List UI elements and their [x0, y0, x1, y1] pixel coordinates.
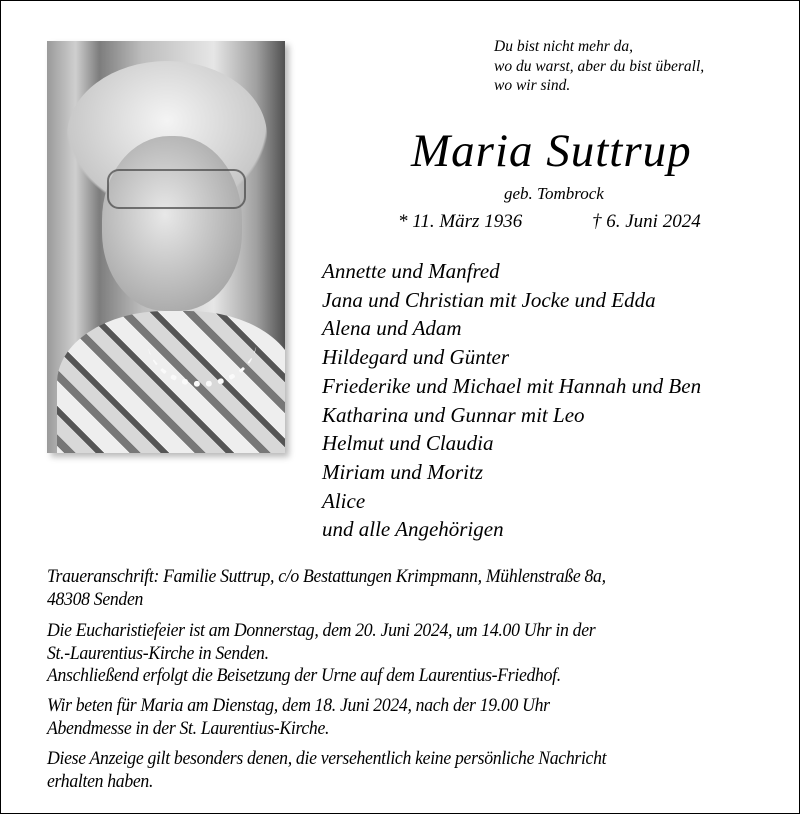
mourner: Alena und Adam — [322, 316, 462, 341]
mourning-address: Traueranschrift: Familie Suttrup, c/o Bestattungen Krimpmann, Mühlenstraße 8a, 48308 Senden — [47, 566, 606, 610]
mourner: Miriam und Moritz — [322, 459, 484, 484]
mourners-list — [322, 257, 701, 544]
prayer-details: Wir beten für Maria am Dienstag, dem 18. Juni 2024, nach der 19.00 Uhr Abendmesse in der St. Laurentius-Kirche. — [47, 695, 550, 739]
mourner: Hildegard und Günter — [322, 345, 510, 370]
mourner: Katharina und Gunnar mit Leo — [322, 402, 585, 427]
mourner: Alice — [322, 488, 366, 513]
portrait-photo — [47, 41, 285, 453]
life-dates — [398, 211, 701, 233]
deceased-name: Maria Suttrup — [411, 125, 692, 177]
mourner: Helmut und Claudia — [322, 431, 494, 456]
birth-name: geb. Tombrock — [504, 184, 604, 203]
notice-remark: Diese Anzeige gilt besonders denen, die versehentlich keine persönliche Nachricht erhalten haben. — [47, 748, 607, 792]
mourner: Friederike und Michael mit Hannah und Ben — [322, 373, 702, 398]
memorial-quote: Du bist nicht mehr da, wo du warst, aber du bist überall, wo wir sind. — [494, 38, 705, 94]
birth-date: * 11. März 1936 — [398, 211, 523, 232]
mourner: Annette und Manfred — [322, 259, 500, 283]
mourner: Jana und Christian mit Jocke und Edda — [322, 287, 656, 312]
death-date: † 6. Juni 2024 — [592, 211, 701, 232]
funeral-details: Die Eucharistiefeier ist am Donnerstag, dem 20. Juni 2024, um 14.00 Uhr in der St.-Laurentius-Kirche in Senden. Anschließend erfolgt die Beisetzung der Urne auf dem Laurentius-Friedhof. — [47, 620, 596, 686]
mourner: und alle Angehörigen — [322, 517, 504, 542]
